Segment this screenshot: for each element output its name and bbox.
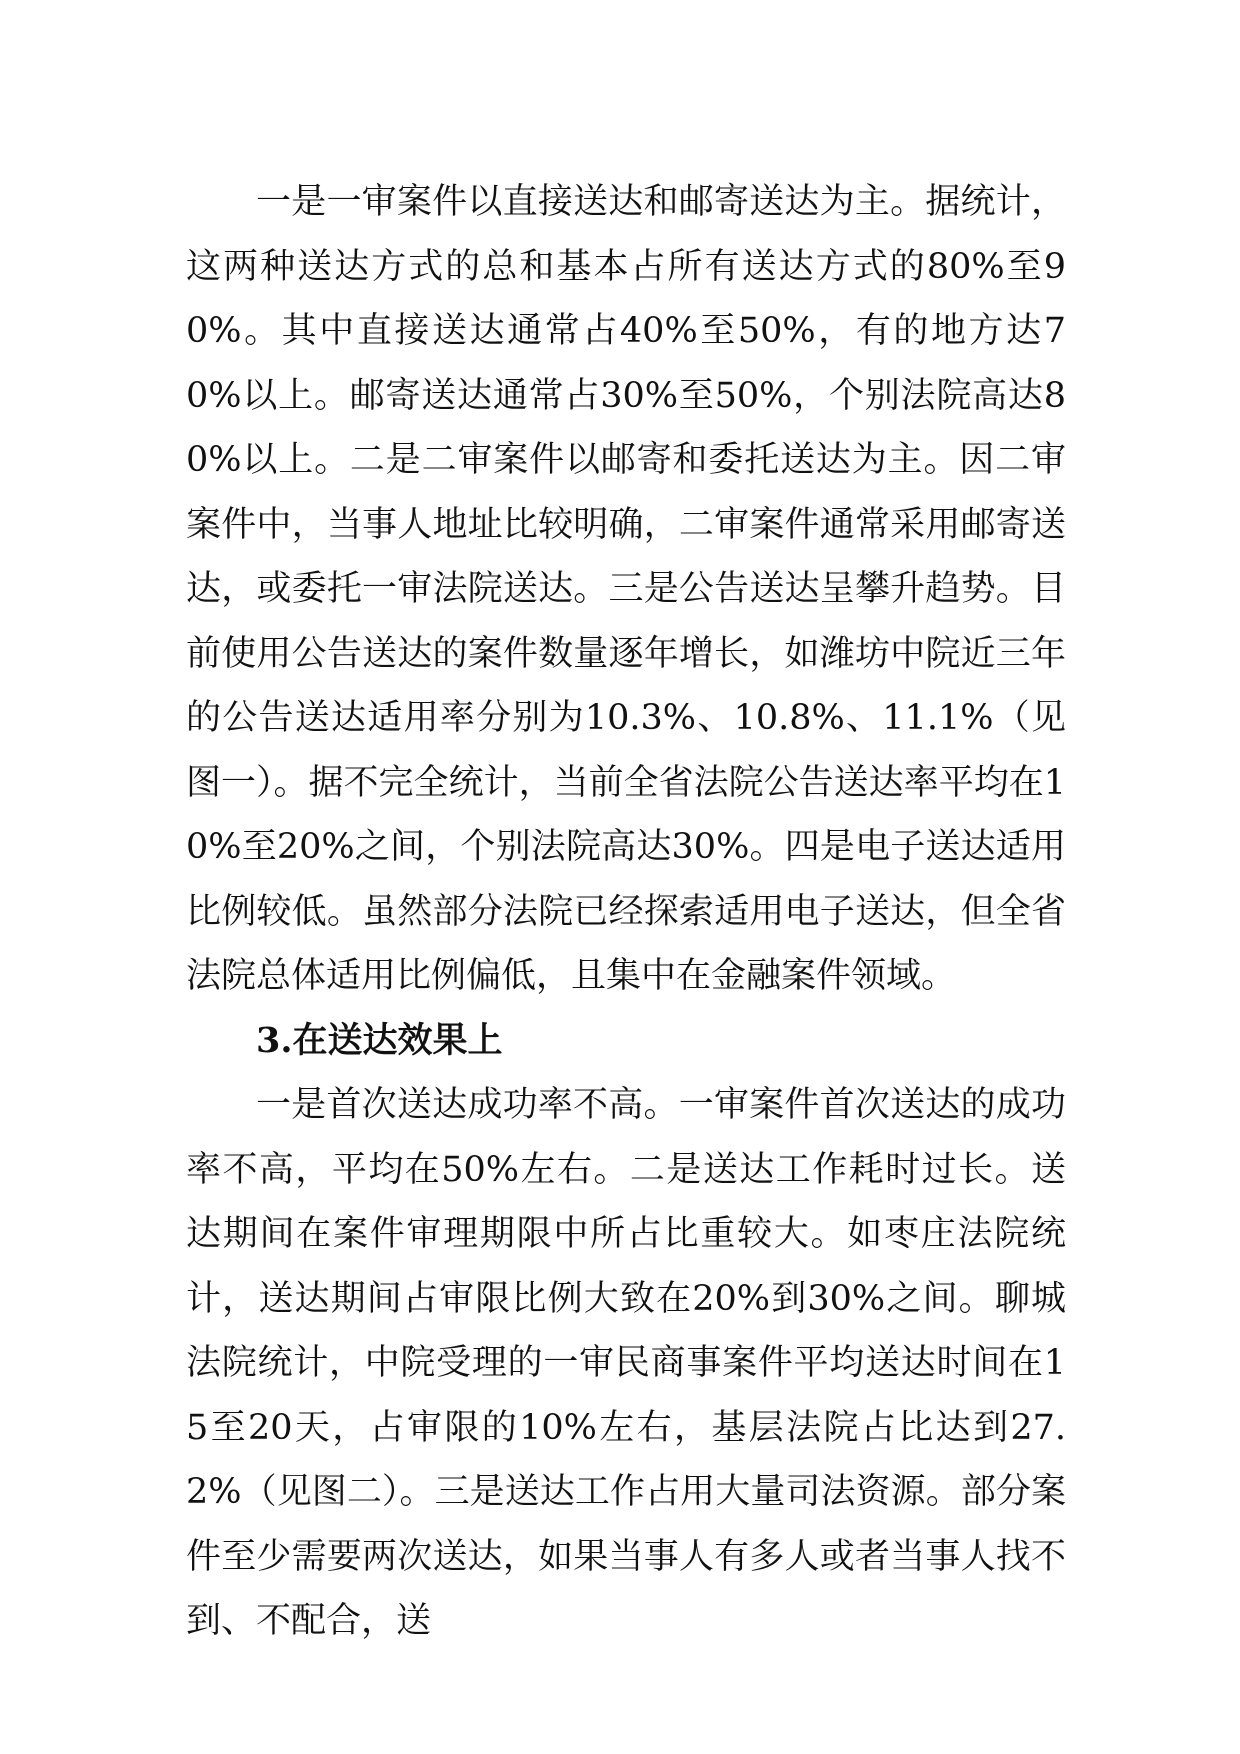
paragraph-service-effect: 一是首次送达成功率不高。一审案件首次送达的成功率不高，平均在50%左右。二是送达工作耗时过长。送达期间在案件审理期限中所占比重较大。如枣庄法院统计，送达期间占审限比例大致在20%到30%之间。聊城法院统计，中院受理的一审民商事案件平均送达时间在15至20天，占审限的10%左右，基层法院占比达到27.2%（见图二）。三是送达工作占用大量司法资源。部分案件至少需要两次送达，如果当事人有多人或者当事人找不到、不配合，送 (186, 1085, 1066, 1641)
section-heading-service-effect: 3.在送达效果上 (256, 1019, 503, 1061)
paragraph-service-methods: 一是一审案件以直接送达和邮寄送达为主。据统计，这两种送达方式的总和基本占所有送达方式的80%至90%。其中直接送达通常占40%至50%，有的地方达70%以上。邮寄送达通常占30%至50%，个别法院高达80%以上。二是二审案件以邮寄和委托送达为主。因二审案件中，当事人地址比较明确，二审案件通常采用邮寄送达，或委托一审法院送达。三是公告送达呈攀升趋势。目前使用公告送达的案件数量逐年增长，如潍坊中院近三年的公告送达适用率分别为10.3%、10.8%、11.1%（见图一）。据不完全统计，当前全省法院公告送达率平均在10%至20%之间，个别法院高达30%。四是电子送达适用比例较低。虽然部分法院已经探索适用电子送达，但全省法院总体适用比例偏低，且集中在金融案件领域。 (186, 182, 1066, 996)
document-body (186, 170, 1066, 1654)
